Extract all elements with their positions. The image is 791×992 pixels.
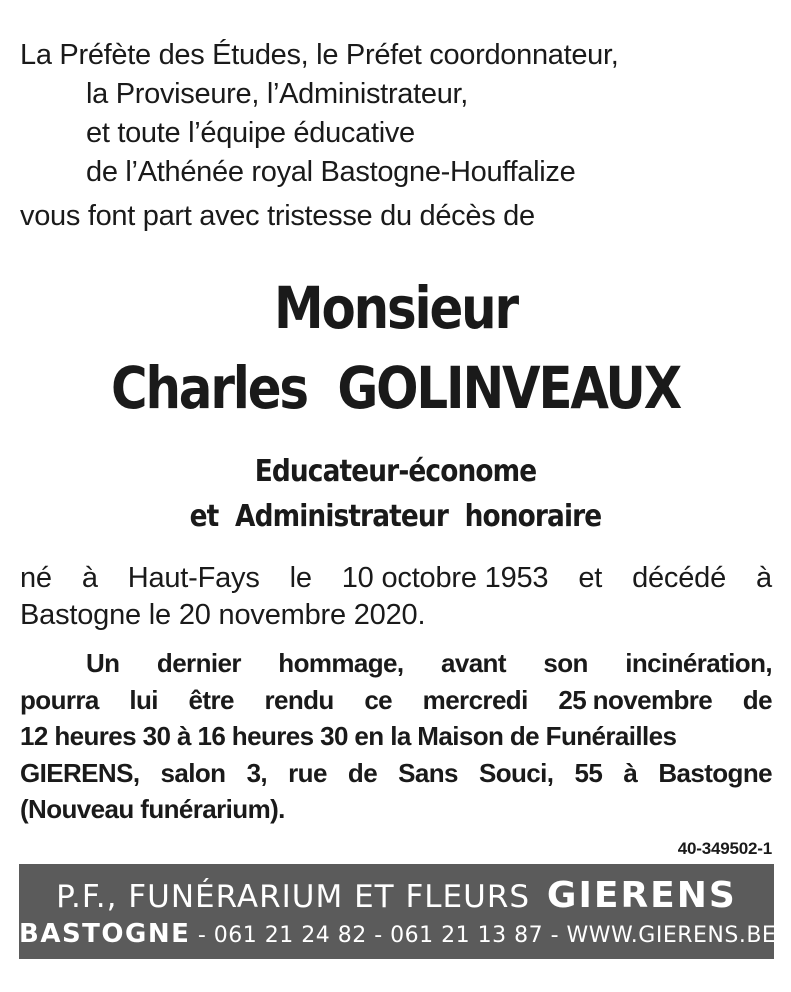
word: 12 heures 30 à 16 heures 30 en la Maison de Funérailles	[20, 721, 677, 751]
word: Sans	[398, 757, 458, 788]
word: incinération,	[625, 648, 772, 678]
funeral-home-banner	[19, 864, 777, 959]
word: 3,	[246, 757, 268, 788]
word: le	[289, 562, 312, 594]
word: dernier	[156, 648, 241, 678]
banner-prefix: P.F., FUNÉRARIUM ET FLEURS	[56, 879, 531, 915]
intro-line-1: La Préfète des Études, le Préfet coordonnateur,	[20, 39, 619, 71]
deceased-name: Charles GOLINVEAUX	[110, 354, 680, 422]
hommage-line-5	[20, 791, 772, 828]
banner-contact: - 061 21 24 82 - 061 21 13 87 - WWW.GIERENS.BE	[190, 923, 777, 948]
word: 25 novembre	[558, 684, 713, 715]
word: de	[742, 684, 772, 715]
deceased-title-block	[0, 449, 791, 539]
word: 10 octobre 1953	[341, 562, 549, 594]
honorific: Monsieur	[274, 274, 517, 342]
announcement-line: vous font part avec tristesse du décès de	[20, 200, 535, 232]
word: né	[20, 562, 52, 594]
hommage-line-2	[20, 682, 772, 719]
banner-contact-row	[19, 919, 777, 951]
word: 55	[574, 757, 603, 788]
banner-title-row	[19, 876, 774, 917]
birth-death-text	[20, 560, 772, 634]
hommage-line-4	[20, 755, 772, 792]
word: rue	[288, 757, 327, 788]
word: à	[81, 562, 98, 594]
banner-brand: GIERENS	[546, 875, 737, 916]
word: Bastogne	[658, 757, 772, 788]
word: Un	[86, 648, 120, 678]
intro-line-4: de l’Athénée royal Bastogne-Houffalize	[86, 156, 576, 188]
word: pourra	[20, 684, 99, 715]
word: salon	[160, 757, 226, 788]
banner-city: BASTOGNE	[19, 919, 191, 949]
hommage-line-3	[20, 718, 772, 755]
word: Haut-Fays	[127, 562, 260, 594]
word: à	[623, 757, 638, 788]
word: ce	[364, 684, 393, 715]
word: (Nouveau funérarium).	[20, 794, 285, 824]
word: GIERENS,	[20, 757, 140, 788]
title-line-2: et Administrateur honoraire	[189, 499, 602, 534]
word: être	[188, 684, 234, 715]
reference-number: 40-349502-1	[677, 839, 772, 858]
intro-line-3: et toute l’équipe éducative	[86, 117, 415, 149]
word: rendu	[264, 684, 334, 715]
word: hommage,	[278, 648, 404, 678]
word: décédé	[632, 562, 727, 594]
word: Souci,	[479, 757, 554, 788]
word: mercredi	[422, 684, 528, 715]
birth-line-2: Bastogne le 20 novembre 2020.	[20, 599, 426, 631]
hommage-paragraph	[20, 645, 772, 828]
title-line-1: Educateur-économe	[254, 454, 537, 489]
hommage-line-1	[20, 645, 772, 682]
intro-block	[20, 36, 780, 192]
deceased-name-block	[0, 268, 791, 428]
birth-line-1	[20, 560, 772, 597]
word: lui	[129, 684, 158, 715]
word: avant	[440, 648, 506, 678]
word: son	[543, 648, 588, 678]
word: à	[755, 562, 772, 594]
word: et	[578, 562, 603, 594]
word: de	[347, 757, 378, 788]
intro-line-2: la Proviseure, l’Administrateur,	[86, 78, 469, 110]
